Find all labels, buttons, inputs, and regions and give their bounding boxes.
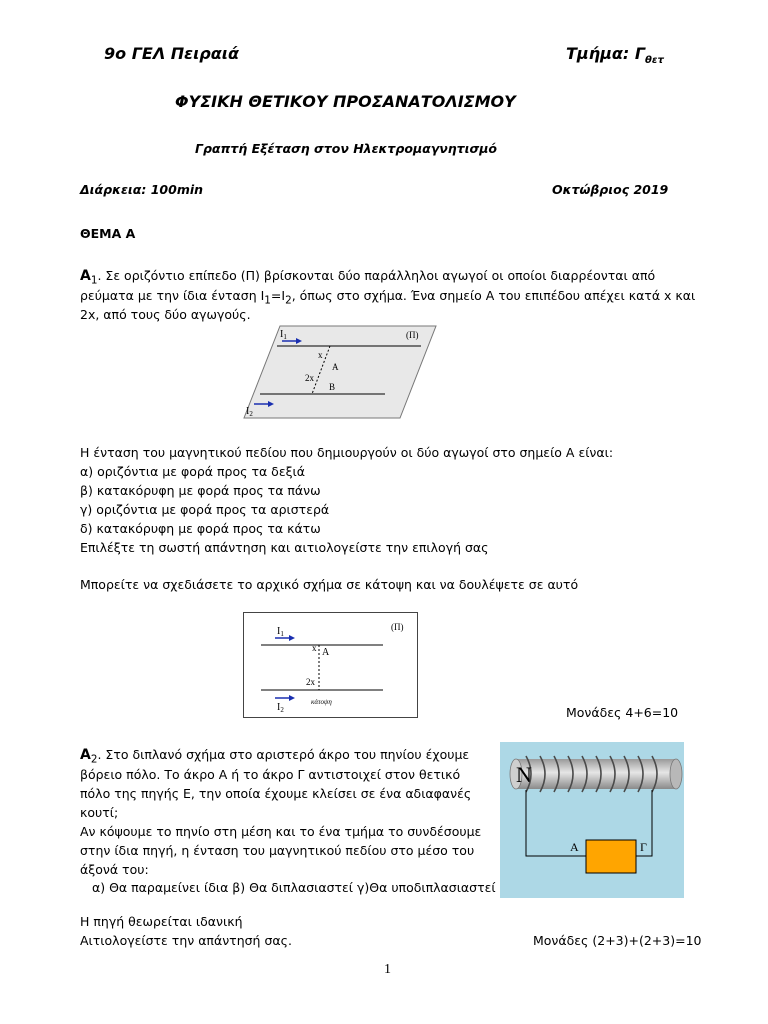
fig2-plane-label: (Π) — [391, 622, 404, 632]
class-label: Τμήμα: $\Gamma_{\theta\varepsilon\tau}$ — [566, 44, 664, 67]
fig1-i1-label: $I_1$ — [280, 329, 287, 341]
fig2-i2-label: $I_2$ — [277, 702, 284, 714]
figure-solenoid-circuit — [500, 742, 684, 898]
fig1-b-label: B — [329, 382, 336, 392]
a2-choices: α) Θα παραμείνει ίδια β) Θα διπλασιαστεί γ)Θα υποδιπλασιαστεί — [92, 880, 496, 895]
a1-line-1: $A_1$. Σε οριζόντιο επίπεδο (Π) βρίσκονται δύο παράλληλοι αγωγοί οι οποίοι διαρρέονται από — [80, 268, 656, 287]
figure-parallel-conductors-perspective — [240, 324, 440, 420]
a1-option-d: δ) κατακόρυφη με φορά προς τα κάτω — [80, 521, 321, 536]
a2-line-3: πόλο της πηγής Ε, την οποία έχουμε κλείσει σε ένα αδιαφανές — [80, 786, 472, 801]
fig1-x-label: x — [318, 350, 323, 360]
duration: Διάρκεια: 100min — [80, 182, 204, 197]
exam-date: Οκτώβριος 2019 — [552, 182, 669, 197]
north-pole-label: N — [516, 762, 532, 787]
figure-parallel-conductors-top-view — [243, 612, 418, 718]
terminal-g-label: Γ — [640, 840, 647, 854]
a2-justify: Αιτιολογείστε την απάντησή σας. — [80, 933, 292, 948]
a1-line-3: 2x, από τους δύο αγωγούς. — [80, 307, 251, 322]
a1-question: Η ένταση του μαγνητικού πεδίου που δημιουργούν οι δύο αγωγοί στο σημείο Α είναι: — [80, 445, 614, 460]
page-title: ΦΥΣΙΚΗ ΘΕΤΙΚΟΥ ΠΡΟΣΑΝΑΤΟΛΙΣΜΟΥ — [175, 92, 516, 111]
a2-line-1: $A_2$. Στο διπλανό σχήμα στο αριστερό άκρο του πηνίου έχουμε — [80, 747, 470, 766]
fig2-2x-label: 2x — [306, 677, 315, 687]
a1-option-b: β) κατακόρυφη με φορά προς τα πάνω — [80, 483, 321, 498]
page-number: 1 — [384, 962, 391, 977]
a2-line-7: άξονά του: — [80, 862, 149, 877]
fig1-a-label: A — [332, 362, 339, 372]
a2-line-5: Αν κόψουμε το πηνίο στη μέση και το ένα τμήμα το συνδέσουμε — [80, 824, 482, 839]
a1-option-a: α) οριζόντια με φορά προς τα δεξιά — [80, 464, 306, 479]
source-box — [586, 840, 636, 873]
a1-hint: Μπορείτε να σχεδιάσετε το αρχικό σχήμα σε κάτοψη και να δουλέψετε σε αυτό — [80, 577, 579, 592]
fig1-i2-label: $I_2$ — [246, 406, 253, 418]
fig1-2x-label: 2x — [305, 373, 314, 383]
a2-line-6: στην ίδια πηγή, η ένταση του μαγνητικού πεδίου στο μέσο του — [80, 843, 475, 858]
solenoid-core — [516, 759, 676, 789]
a1-line-2: ρεύματα με την ίδια ένταση $I_1=I_2$, όπως στο σχήμα. Ένα σημείο Α του επιπέδου απέχει κατά x και — [80, 288, 696, 307]
a2-line-2: βόρειο πόλο. Το άκρο Α ή το άκρο Γ αντιστοιχεί στον θετικό — [80, 767, 461, 782]
a1-option-c: γ) οριζόντια με φορά προς τα αριστερά — [80, 502, 330, 517]
school-name: 9ο ΓΕΛ Πειραιά — [104, 44, 239, 63]
section-title: ΘΕΜΑ Α — [80, 226, 136, 241]
a2-points: Μονάδες (2+3)+(2+3)=10 — [533, 933, 702, 948]
fig2-x-label: x — [312, 643, 317, 653]
a1-points: Μονάδες 4+6=10 — [566, 705, 679, 720]
fig1-plane-label: (Π) — [406, 330, 419, 340]
a2-line-4: κουτί; — [80, 805, 119, 820]
terminal-a-label: A — [570, 840, 579, 854]
a1-justify: Επιλέξτε τη σωστή απάντηση και αιτιολογείστε την επιλογή σας — [80, 540, 489, 555]
fig2-i1-label: $I_1$ — [277, 626, 284, 638]
fig2-a-label: A — [322, 647, 330, 658]
a2-ideal: Η πηγή θεωρείται ιδανική — [80, 914, 243, 929]
fig2-view-label: κάτοψη — [311, 698, 332, 706]
subtitle: Γραπτή Εξέταση στον Ηλεκτρομαγνητισμό — [195, 141, 498, 156]
